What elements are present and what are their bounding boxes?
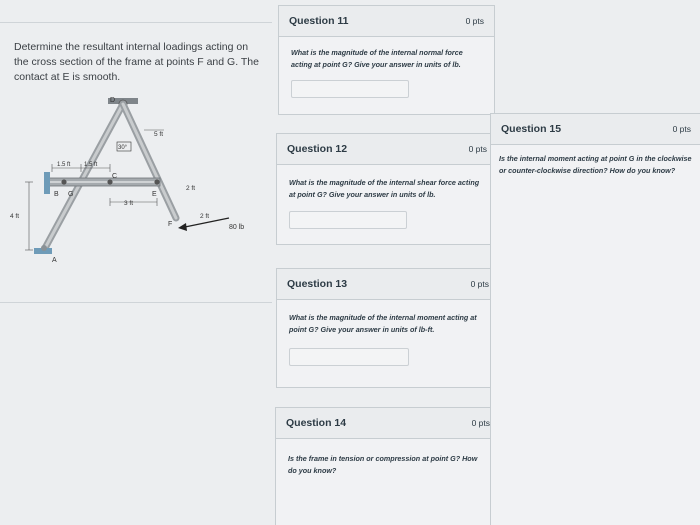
dim-2ft-a: 2 ft	[186, 185, 196, 192]
question-header	[277, 269, 499, 300]
label-b: B	[54, 191, 59, 198]
frame-diagram	[4, 90, 264, 275]
question-text: What is the magnitude of the internal moment acting at point G? Give your answer in units of lb-ft.	[289, 313, 477, 334]
question-title: Question 12	[287, 143, 348, 155]
divider-top	[0, 22, 272, 23]
question-text: Is the frame in tension or compression at point G? How do you know?	[288, 454, 478, 475]
load-label: 80 lb	[229, 224, 245, 231]
label-angle: 30°	[118, 145, 128, 151]
question-title: Question 15	[501, 123, 562, 135]
question-header	[279, 6, 494, 37]
question-title: Question 13	[287, 278, 348, 290]
question-12-card	[276, 133, 498, 245]
label-c: C	[112, 173, 118, 180]
question-points: 0 pts	[471, 418, 490, 428]
question-points: 0 pts	[468, 144, 487, 154]
question-points: 0 pts	[672, 124, 691, 134]
question-13-card	[276, 268, 500, 388]
dim-1-5ft-b: 1.5 ft	[84, 162, 98, 168]
question-header	[277, 134, 497, 165]
dim-4ft: 4 ft	[10, 213, 20, 220]
answer-input[interactable]	[291, 80, 409, 98]
dim-5ft: 5 ft	[154, 131, 164, 138]
label-a: A	[52, 257, 57, 264]
question-points: 0 pts	[465, 16, 484, 26]
problem-statement: Determine the resultant internal loadings acting on the cross section of the frame at points F and G. The contact at E is smooth.	[14, 41, 259, 83]
question-title: Question 14	[286, 417, 347, 429]
question-11-card	[278, 5, 495, 115]
question-title: Question 11	[289, 15, 349, 27]
question-15-card	[490, 113, 700, 525]
dim-2ft-b: 2 ft	[200, 213, 210, 220]
answer-input[interactable]	[289, 211, 407, 229]
dim-3ft: 3 ft	[124, 200, 134, 207]
question-header	[276, 408, 500, 439]
label-d: D	[110, 97, 116, 104]
label-f: F	[168, 221, 173, 228]
question-text: What is the magnitude of the internal normal force acting at point G? Give your answer in units of lb.	[291, 48, 463, 69]
label-e: E	[152, 191, 157, 198]
question-header	[491, 114, 700, 145]
dim-1-5ft-a: 1.5 ft	[57, 162, 71, 168]
question-text: What is the magnitude of the internal shear force acting at point G? Give your answer in units of lb.	[289, 178, 480, 199]
divider-bottom	[0, 302, 272, 303]
question-14-card	[275, 407, 501, 525]
answer-input[interactable]	[289, 348, 409, 366]
label-g: G	[68, 191, 74, 198]
question-text: Is the internal moment acting at point G in the clockwise or counter-clockwise direction? How do you know?	[499, 154, 692, 175]
question-points: 0 pts	[470, 279, 489, 289]
